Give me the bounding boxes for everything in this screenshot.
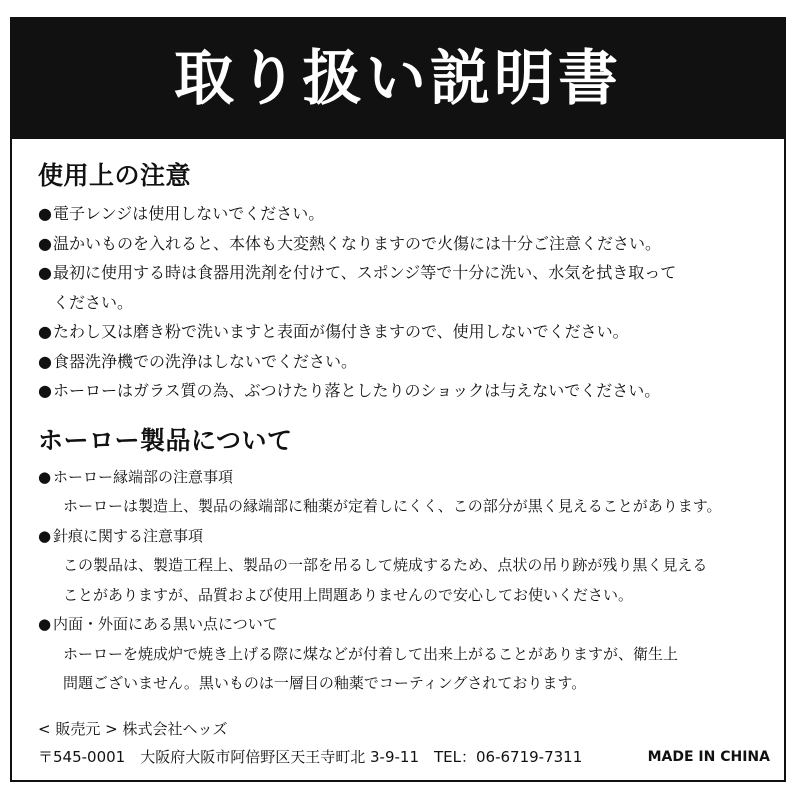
footer	[38, 716, 770, 772]
made-in-label: MADE IN CHINA	[647, 749, 770, 765]
list-item: ● 電子レンジは使用しないでください。	[38, 199, 770, 229]
note-text: ホーローを焼成炉で焼き上げる際に煤などが付着して出来上がることがありますが、衛生上	[63, 644, 679, 663]
seller-line: < 販売元 > 株式会社ヘッズ	[38, 720, 228, 738]
list-item	[38, 522, 770, 611]
section-heading-usage: 使用上の注意	[38, 161, 192, 190]
note-text: この製品は、製造工程上、製品の一部を吊るして焼成するため、点状の吊り跡が残り黒く見える	[63, 556, 708, 574]
note-title: 針痕に関する注意事項	[53, 526, 204, 545]
list-item: ● ホーローはガラス質の為、ぶつけたり落としたりのショックは与えないでください。	[38, 376, 770, 406]
page-title: 取り扱い説明書	[174, 44, 622, 114]
bullet-icon: ●	[38, 615, 52, 633]
note-title: 内面・外面にある黒い点について	[53, 615, 278, 633]
list-item: ● たわし又は磨き粉で洗いますと表面が傷付きますので、使用しないでください。	[38, 317, 770, 347]
list-item-continuation: ください。	[53, 292, 134, 312]
address-line	[38, 742, 770, 772]
note-title: ホーロー縁端部の注意事項	[53, 467, 234, 486]
bullet-icon: ●	[38, 233, 52, 253]
bullet-icon: ●	[38, 351, 52, 371]
bullet-icon: ●	[38, 204, 52, 223]
list-item	[38, 463, 770, 522]
title-banner	[12, 19, 784, 139]
note-text: ことがありますが、品質および使用上問題ありませんので安心してお使いください。	[63, 585, 634, 604]
note-text: ホーローは製造上、製品の縁端部に釉薬が定着しにくく、この部分が黒く見えることがあります。	[63, 497, 722, 515]
content	[38, 159, 770, 699]
bullet-icon: ●	[38, 263, 52, 282]
note-text: 問題ございません。黒いものは一層目の釉薬でコーティングされております。	[63, 674, 587, 692]
usage-notes-list	[38, 199, 770, 406]
company-address: 〒545-0001 大阪府大阪市阿倍野区天王寺町北 3-9-11 TEL：06-6719-7311	[38, 748, 583, 766]
list-item	[38, 610, 770, 699]
bullet-icon: ●	[38, 467, 52, 486]
instruction-panel	[10, 17, 786, 782]
section-heading-enamel: ホーロー製品について	[38, 425, 293, 455]
list-item: ● 温かいものを入れると、本体も大変熱くなりますので火傷には十分ご注意ください。	[38, 229, 770, 259]
bullet-icon: ●	[38, 381, 52, 400]
bullet-icon: ●	[38, 526, 52, 545]
list-item: ● 最初に使用する時は食器用洗剤を付けて、スポンジ等で十分に洗い、水気を拭き取って ください。	[38, 258, 770, 317]
list-item: ● 食器洗浄機での洗浄はしないでください。	[38, 347, 770, 377]
bullet-icon: ●	[38, 322, 52, 341]
enamel-notes-list	[38, 463, 770, 699]
